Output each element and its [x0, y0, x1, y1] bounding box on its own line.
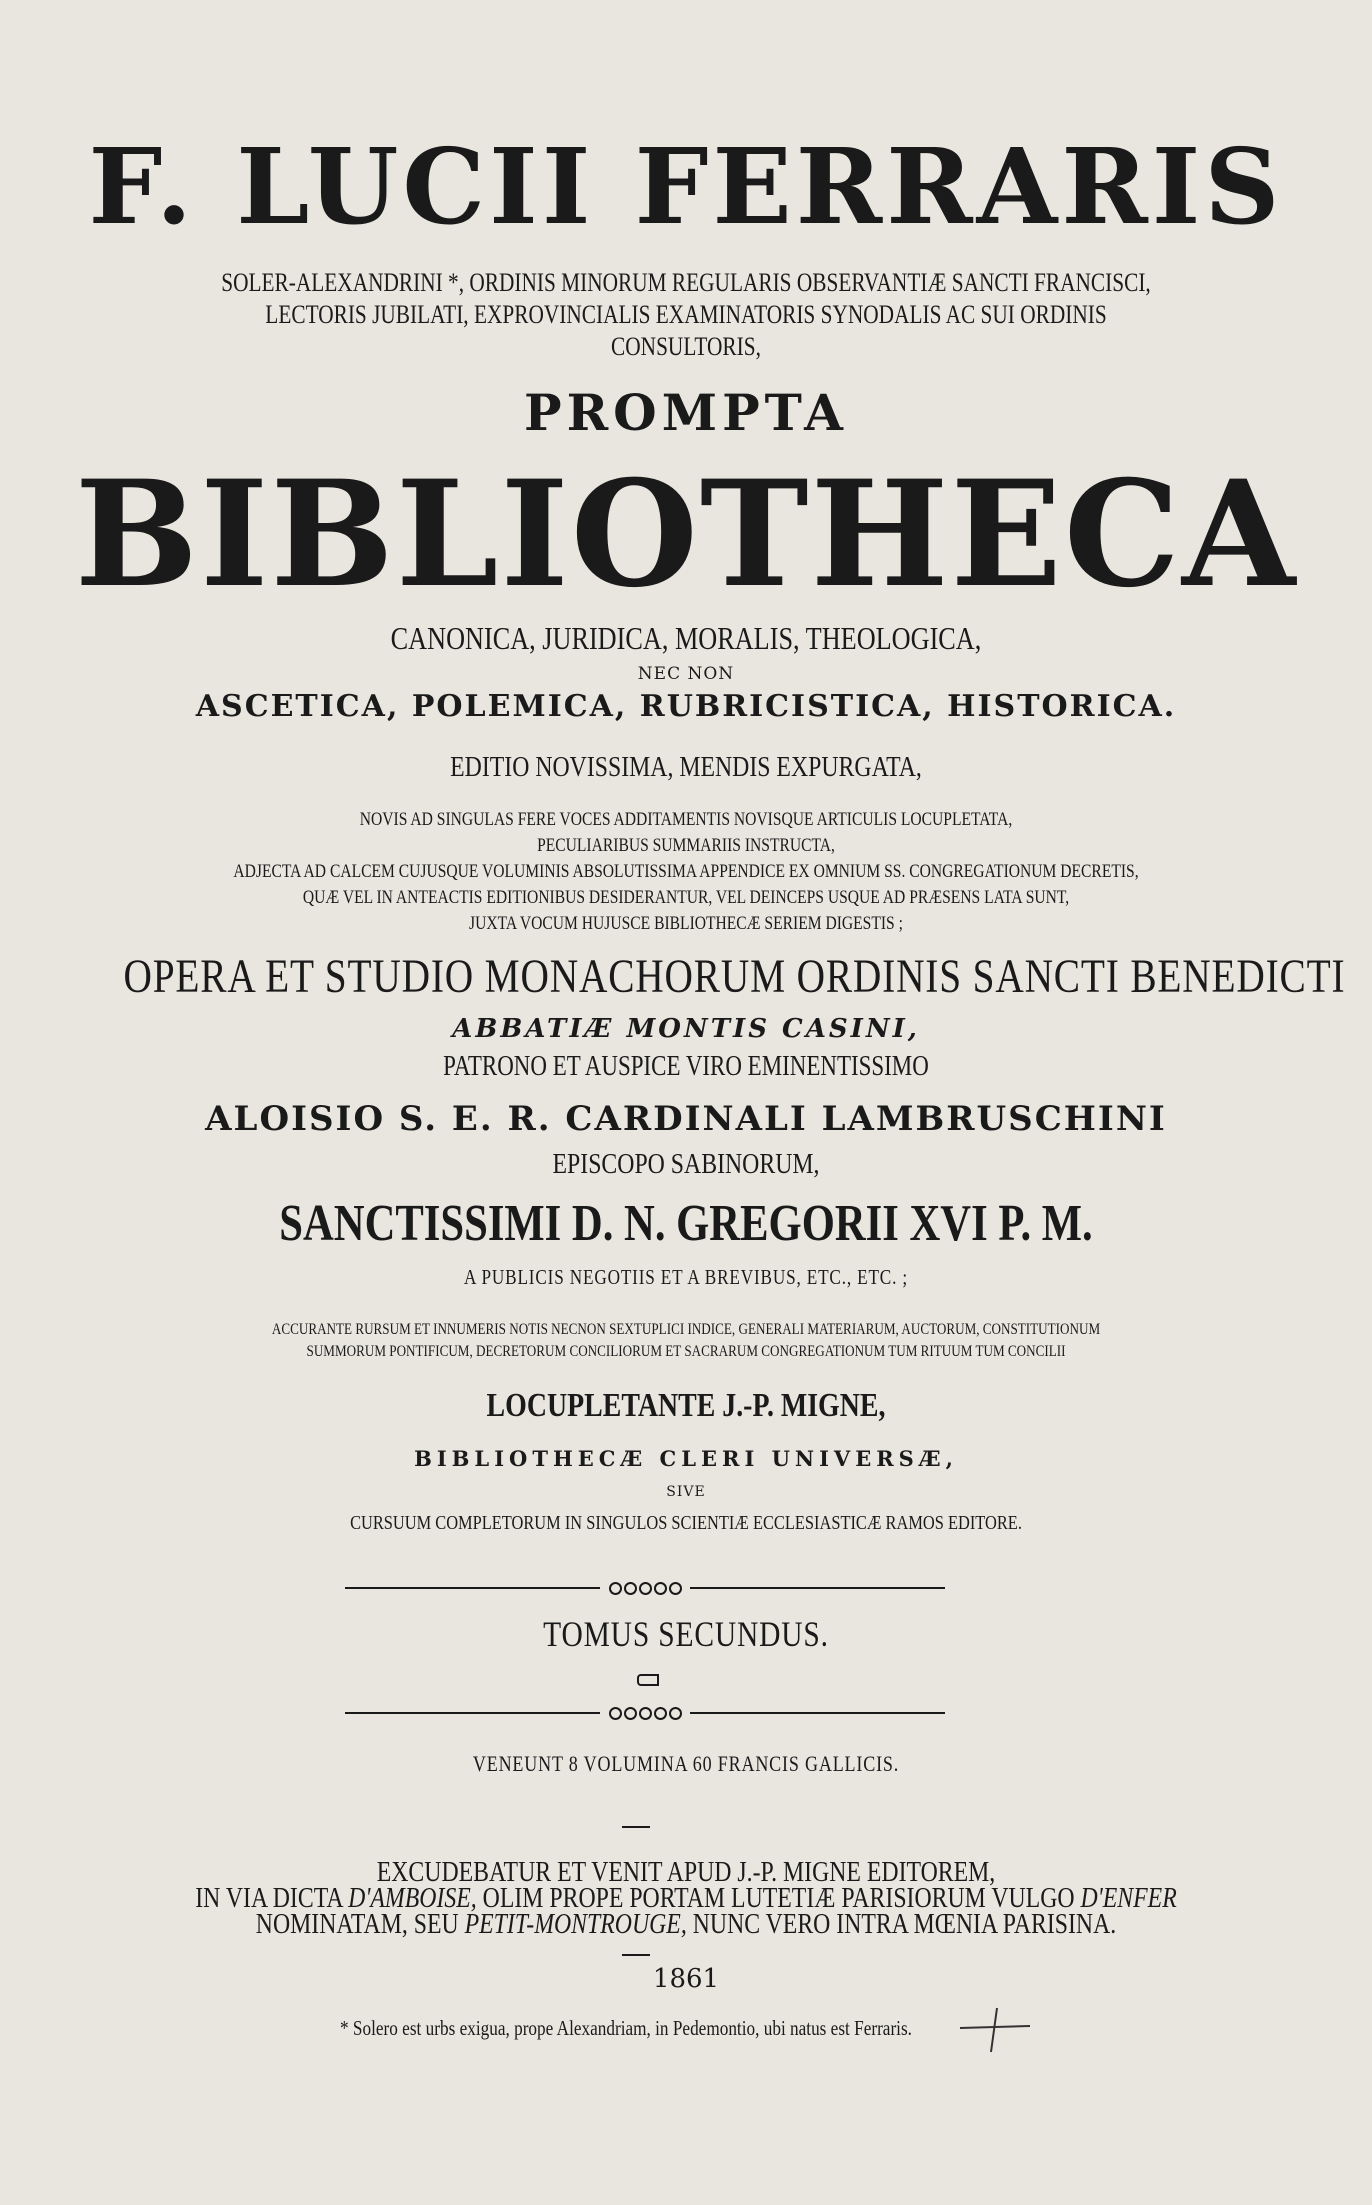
edition-statement: EDITIO NOVISSIMA, MENDIS EXPURGATA, — [450, 751, 922, 783]
handwritten-mark — [955, 2000, 1035, 2060]
opera-line: OPERA ET STUDIO MONACHORUM ORDINIS SANCTI BENEDICTI — [123, 950, 1346, 1003]
ornament-rule-right — [690, 1587, 945, 1589]
imprint-quarter-name: PETIT-MONTROUGE, — [464, 1908, 687, 1940]
abbatia-line: ABBATIÆ MONTIS CASINI, — [452, 1014, 920, 1044]
sive-line: SIVE — [666, 1484, 706, 1500]
indices-line-2: SUMMORUM PONTIFICUM, DECRETORUM CONCILIORUM ET SACRARUM CONGREGATIONUM TUM RITUUM TUM CONCILII — [306, 1343, 1066, 1360]
imprint-year: 1861 — [652, 1964, 720, 1994]
subjects-line-2: ASCETICA, POLEMICA, RUBRICISTICA, HISTORICA. — [195, 689, 1177, 724]
indices-line-1: ACCURANTE RURSUM ET INNUMERIS NOTIS NECNON SEXTUPLICI INDICE, GENERALI MATERIARUM, AUCTORUM, CONSTITUTIONUM — [271, 1321, 1101, 1338]
description-line-4: QUÆ VEL IN ANTEACTIS EDITIONIBUS DESIDERANTUR, VEL DEINCEPS USQUE AD PRÆSENS LATA SUNT, — [302, 887, 1070, 908]
patrono-line: PATRONO ET AUSPICE VIRO EMINENTISSIMO — [443, 1051, 929, 1082]
author-name: F. LUCII FERRARIS — [88, 125, 1284, 248]
small-ornament — [637, 1674, 659, 1686]
ornament-beads — [590, 1580, 700, 1596]
subjects-line-1: CANONICA, JURIDICA, MORALIS, THEOLOGICA, — [390, 620, 982, 656]
imprint-line-3 — [123, 1910, 1248, 1939]
imprint-line-1: EXCUDEBATUR ET VENIT APUD J.-P. MIGNE EDITOREM, — [376, 1856, 996, 1888]
prompta-heading: PROMPTA — [524, 383, 848, 442]
author-description-line-2: LECTORIS JUBILATI, EXPROVINCIALIS EXAMINATORIS SYNODALIS AC SUI ORDINIS — [265, 300, 1107, 329]
ornament-rule-left — [345, 1587, 600, 1589]
author-description-line-1: SOLER-ALEXANDRINI *, ORDINIS MINORUM REGULARIS OBSERVANTIÆ SANCTI FRANCISCI, — [221, 268, 1151, 297]
author-description-line-3: CONSULTORIS, — [611, 332, 761, 361]
description-line-2: PECULIARIBUS SUMMARIIS INSTRUCTA, — [537, 835, 835, 856]
nec-non: NEC NON — [637, 664, 735, 684]
imprint-gate-text: OLIM PROPE PORTAM LUTETIÆ PARISIORUM VULGO — [476, 1882, 1081, 1914]
imprint-street-prefix: IN VIA DICTA — [195, 1882, 349, 1914]
volume-number: TOMUS SECUNDUS. — [543, 1614, 829, 1654]
episcopo-line: EPISCOPO SABINORUM, — [552, 1148, 820, 1180]
price-line: VENEUNT 8 VOLUMINA 60 FRANCIS GALLICIS. — [472, 1751, 900, 1776]
footnote: * Solero est urbs exigua, prope Alexandriam, in Pedemontio, ubi natus est Ferraris. — [339, 2016, 912, 2040]
ornament-rule-left — [345, 1712, 600, 1714]
cursuum-line: CURSUUM COMPLETORUM IN SINGULOS SCIENTIÆ ECCLESIASTICÆ RAMOS EDITORE. — [350, 1512, 1022, 1534]
imprint-street-name: D'AMBOISE, — [348, 1882, 477, 1914]
locupletante-line: LOCUPLETANTE J.-P. MIGNE, — [486, 1387, 886, 1424]
bibliothecae-line: BIBLIOTHECÆ CLERI UNIVERSÆ, — [414, 1446, 958, 1471]
bibliotheca-heading: BIBLIOTHECA — [74, 449, 1298, 620]
description-line-3: ADJECTA AD CALCEM CUJUSQUE VOLUMINIS ABSOLUTISSIMA APPENDICE EX OMNIUM SS. CONGREGATIONUM DECRETIS, — [233, 861, 1139, 882]
publicis-line: A PUBLICIS NEGOTIIS ET A BREVIBUS, ETC., ETC. ; — [464, 1265, 908, 1289]
aloisio-line: ALOISIO S. E. R. CARDINALI LAMBRUSCHINI — [205, 1099, 1167, 1139]
separator-dash — [622, 1826, 650, 1828]
description-line-1: NOVIS AD SINGULAS FERE VOCES ADDITAMENTIS NOVISQUE ARTICULIS LOCUPLETATA, — [359, 809, 1013, 830]
imprint-gate-name: D'ENFER — [1080, 1882, 1177, 1914]
sanctissimi-line: SANCTISSIMI D. N. GREGORII XVI P. M. — [279, 1195, 1093, 1252]
description-line-5: JUXTA VOCUM HUJUSCE BIBLIOTHECÆ SERIEM DIGESTIS ; — [469, 913, 903, 934]
imprint-nominatam: NOMINATAM, SEU — [255, 1908, 465, 1940]
separator-dash — [622, 1954, 650, 1956]
ornament-beads — [590, 1705, 700, 1721]
imprint-moenia: NUNC VERO INTRA MŒNIA PARISINA. — [686, 1908, 1117, 1940]
ornament-rule-right — [690, 1712, 945, 1714]
